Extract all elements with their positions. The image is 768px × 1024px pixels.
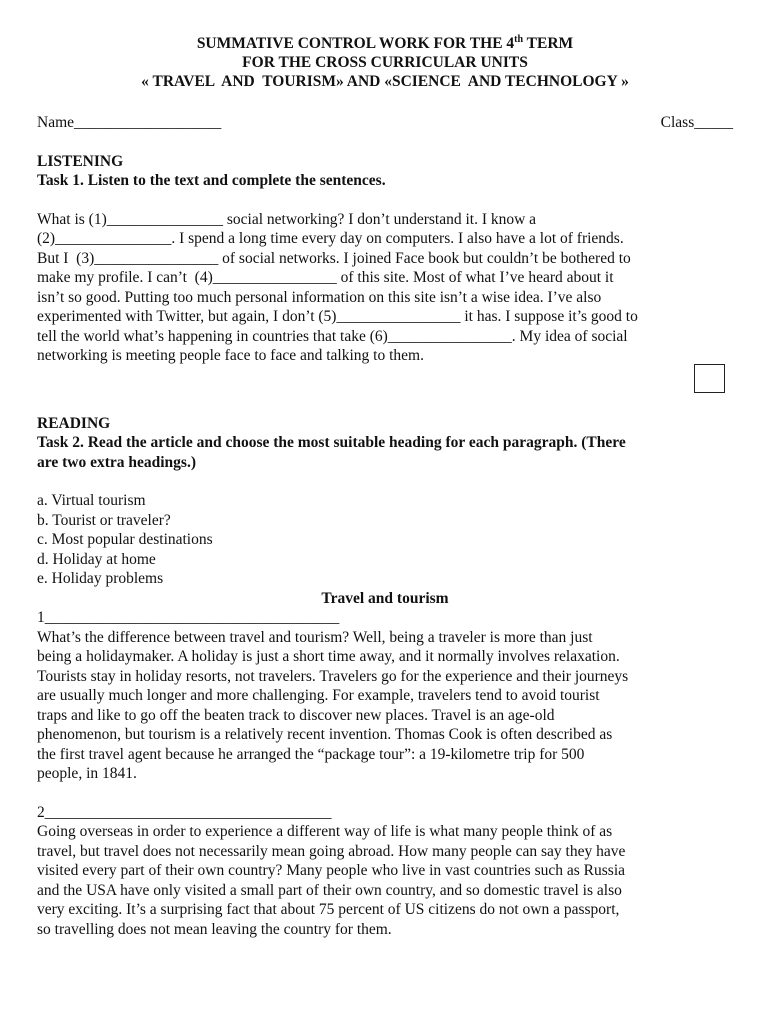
heading-option: a. Virtual tourism — [37, 492, 146, 509]
reading-task-line: Task 2. Read the article and choose the most suitable heading for each paragraph. (There — [37, 434, 626, 451]
score-box[interactable] — [694, 364, 725, 393]
paragraph-line: travel, but travel does not necessarily mean going abroad. How many people can say they have — [37, 842, 626, 860]
listening-line: networking is meeting people face to face and talking to them. — [37, 347, 424, 364]
header-line-1 — [37, 34, 733, 53]
heading-option: e. Holiday problems — [37, 570, 164, 587]
paragraph-line: Tourists stay in holiday resorts, not travelers. Travelers go for the experience and their journeys — [37, 667, 629, 685]
heading-option: c. Most popular destinations — [37, 531, 213, 548]
header-superscript: th — [514, 33, 524, 45]
paragraph-line: Going overseas in order to experience a different way of life is what many people think of as — [37, 823, 613, 840]
listening-task: Task 1. Listen to the text and complete the sentences. — [37, 172, 386, 189]
class-field[interactable]: Class_____ — [660, 114, 733, 131]
header-line-1-end: TERM — [523, 35, 574, 52]
heading-option: d. Holiday at home — [37, 550, 156, 568]
paragraph-line: people, in 1841. — [37, 765, 137, 782]
paragraph-line: very exciting. It’s a surprising fact that about 75 percent of US citizens do not own a passport, — [37, 901, 620, 918]
paragraph-line: visited every part of their own country? Many people who live in vast countries such as Russia — [37, 862, 626, 879]
paragraph-line: so travelling does not mean leaving the country for them. — [37, 920, 392, 938]
paragraph-2 — [37, 822, 733, 939]
reading-task — [37, 433, 733, 472]
paragraph-2-heading-blank[interactable]: 2_____________________________________ — [37, 803, 332, 821]
name-class-row — [37, 113, 733, 133]
paragraph-line: the first travel agent because he arranged the “package tour”: a 19-kilometre trip for 500 — [37, 745, 585, 763]
listening-text — [37, 210, 733, 366]
paragraph-line: and the USA have only visited a small part of their own country, and so domestic travel is also — [37, 881, 622, 899]
worksheet-page — [37, 34, 733, 939]
listening-title: LISTENING — [37, 152, 124, 170]
paragraph-line: being a holidaymaker. A holiday is just a short time away, and it normally involves relaxation. — [37, 648, 620, 665]
listening-line: make my profile. I can’t (4)________________ of this site. Most of what I’ve heard about it — [37, 269, 614, 286]
name-field[interactable]: Name___________________ — [37, 114, 222, 131]
reading-title: READING — [37, 414, 111, 432]
header-line-1-text: SUMMATIVE CONTROL WORK FOR THE 4 — [196, 35, 515, 52]
listening-line: But I (3)________________ of social networks. I joined Face book but couldn’t be bothered to — [37, 249, 631, 267]
heading-option: b. Tourist or traveler? — [37, 511, 171, 529]
paragraph-1 — [37, 628, 733, 784]
paragraph-1-heading-blank[interactable]: 1______________________________________ — [37, 609, 340, 626]
reading-task-line: are two extra headings.) — [37, 453, 196, 471]
heading-options — [37, 491, 733, 589]
listening-line: tell the world what’s happening in countries that take (6)________________. My idea of social — [37, 327, 628, 345]
header-line-2: FOR THE CROSS CURRICULAR UNITS — [242, 54, 528, 71]
listening-line: experimented with Twitter, but again, I don’t (5)________________ it has. I suppose it’s good to — [37, 308, 638, 325]
paragraph-line: traps and like to go off the beaten track to discover new places. Travel is an age-old — [37, 706, 555, 724]
listening-line: isn’t so good. Putting too much personal information on this site isn’t a wise idea. I’ve also — [37, 288, 602, 306]
listening-line: What is (1)_______________ social networking? I don’t understand it. I know a — [37, 210, 537, 228]
paragraph-line: phenomenon, but tourism is a relatively recent invention. Thomas Cook is often described as — [37, 726, 613, 743]
article-title: Travel and tourism — [321, 589, 449, 607]
listening-line: (2)_______________. I spend a long time every day on computers. I also have a lot of friends. — [37, 230, 624, 247]
document-header — [37, 34, 733, 91]
paragraph-line: What’s the difference between travel and tourism? Well, being a traveler is more than just — [37, 628, 593, 646]
header-line-3: « TRAVEL AND TOURISM» AND «SCIENCE AND TECHNOLOGY » — [141, 73, 629, 90]
paragraph-line: are usually much longer and more challenging. For example, travelers tend to avoid tourist — [37, 687, 600, 704]
